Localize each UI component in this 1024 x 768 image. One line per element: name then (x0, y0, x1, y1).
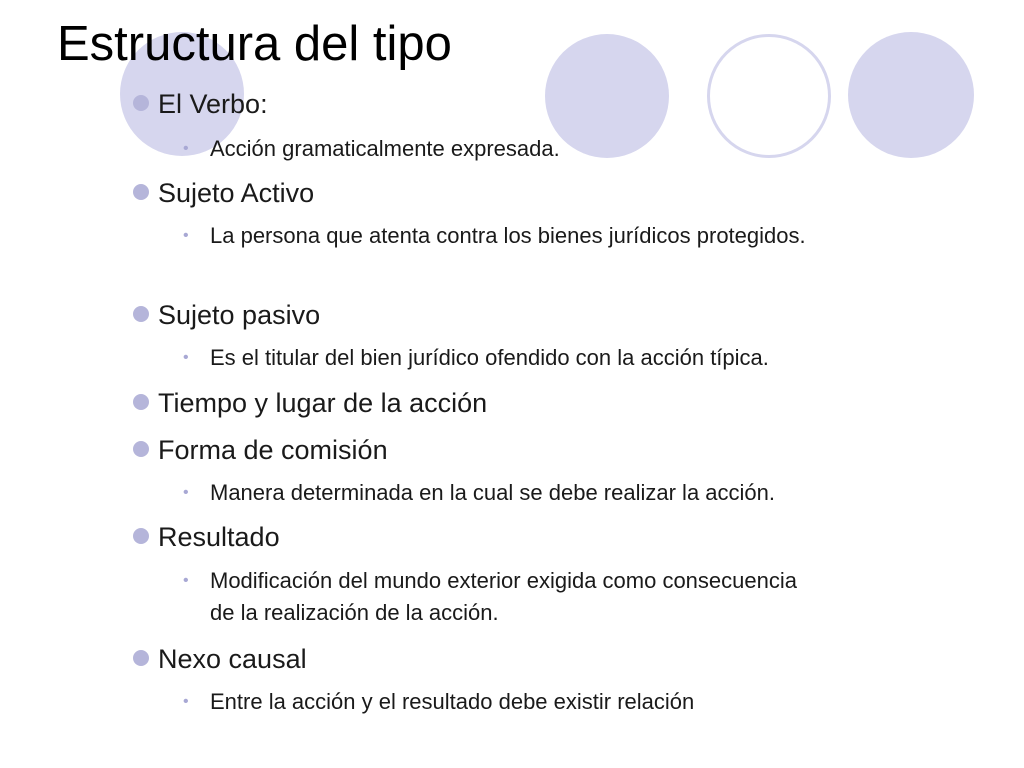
bullet-item (133, 177, 314, 209)
bullet-item (133, 434, 388, 466)
sub-bullet-icon: • (183, 227, 189, 244)
bullet-label: Sujeto pasivo (158, 300, 321, 330)
bullet-icon (133, 441, 149, 457)
sub-bullet (183, 220, 823, 252)
bullet-label: Sujeto Activo (158, 178, 315, 208)
bullet-icon (133, 394, 149, 410)
slide-title: Estructura del tipo (57, 17, 452, 71)
bullet-icon (133, 95, 149, 111)
bullet-label: Nexo causal (158, 644, 307, 674)
sub-bullet-text: Manera determinada en la cual se debe realizar la acción. (210, 480, 775, 505)
sub-bullet (183, 686, 983, 718)
bullet-label: Forma de comisión (158, 435, 388, 465)
sub-bullet-icon: • (183, 484, 189, 501)
sub-bullet (183, 565, 823, 629)
sub-bullet-text: Entre la acción y el resultado debe existir relación (210, 689, 695, 714)
bullet-icon (133, 528, 149, 544)
bullet-label: El Verbo: (158, 89, 268, 119)
sub-bullet-icon: • (183, 572, 189, 589)
bullet-label: Resultado (158, 522, 280, 552)
sub-bullet-icon: • (183, 349, 189, 366)
sub-bullet (183, 342, 983, 374)
bullet-item (133, 299, 320, 331)
bullet-icon (133, 306, 149, 322)
sub-bullet-text: Acción gramaticalmente expresada. (210, 136, 560, 161)
bullet-item (133, 88, 268, 120)
sub-bullet-text: La persona que atenta contra los bienes jurídicos protegidos. (210, 223, 806, 248)
bullet-item (133, 521, 280, 553)
bullet-icon (133, 650, 149, 666)
bullet-label: Tiempo y lugar de la acción (158, 388, 488, 418)
sub-bullet (183, 133, 983, 165)
sub-bullet-text: Es el titular del bien jurídico ofendido con la acción típica. (210, 345, 769, 370)
sub-bullet-text: Modificación del mundo exterior exigida como consecuencia de la realización de la acción. (210, 568, 797, 625)
bullet-icon (133, 184, 149, 200)
bullet-item (133, 387, 487, 419)
sub-bullet-icon: • (183, 140, 189, 157)
bullet-item (133, 643, 307, 675)
sub-bullet (183, 477, 983, 509)
sub-bullet-icon: • (183, 693, 189, 710)
